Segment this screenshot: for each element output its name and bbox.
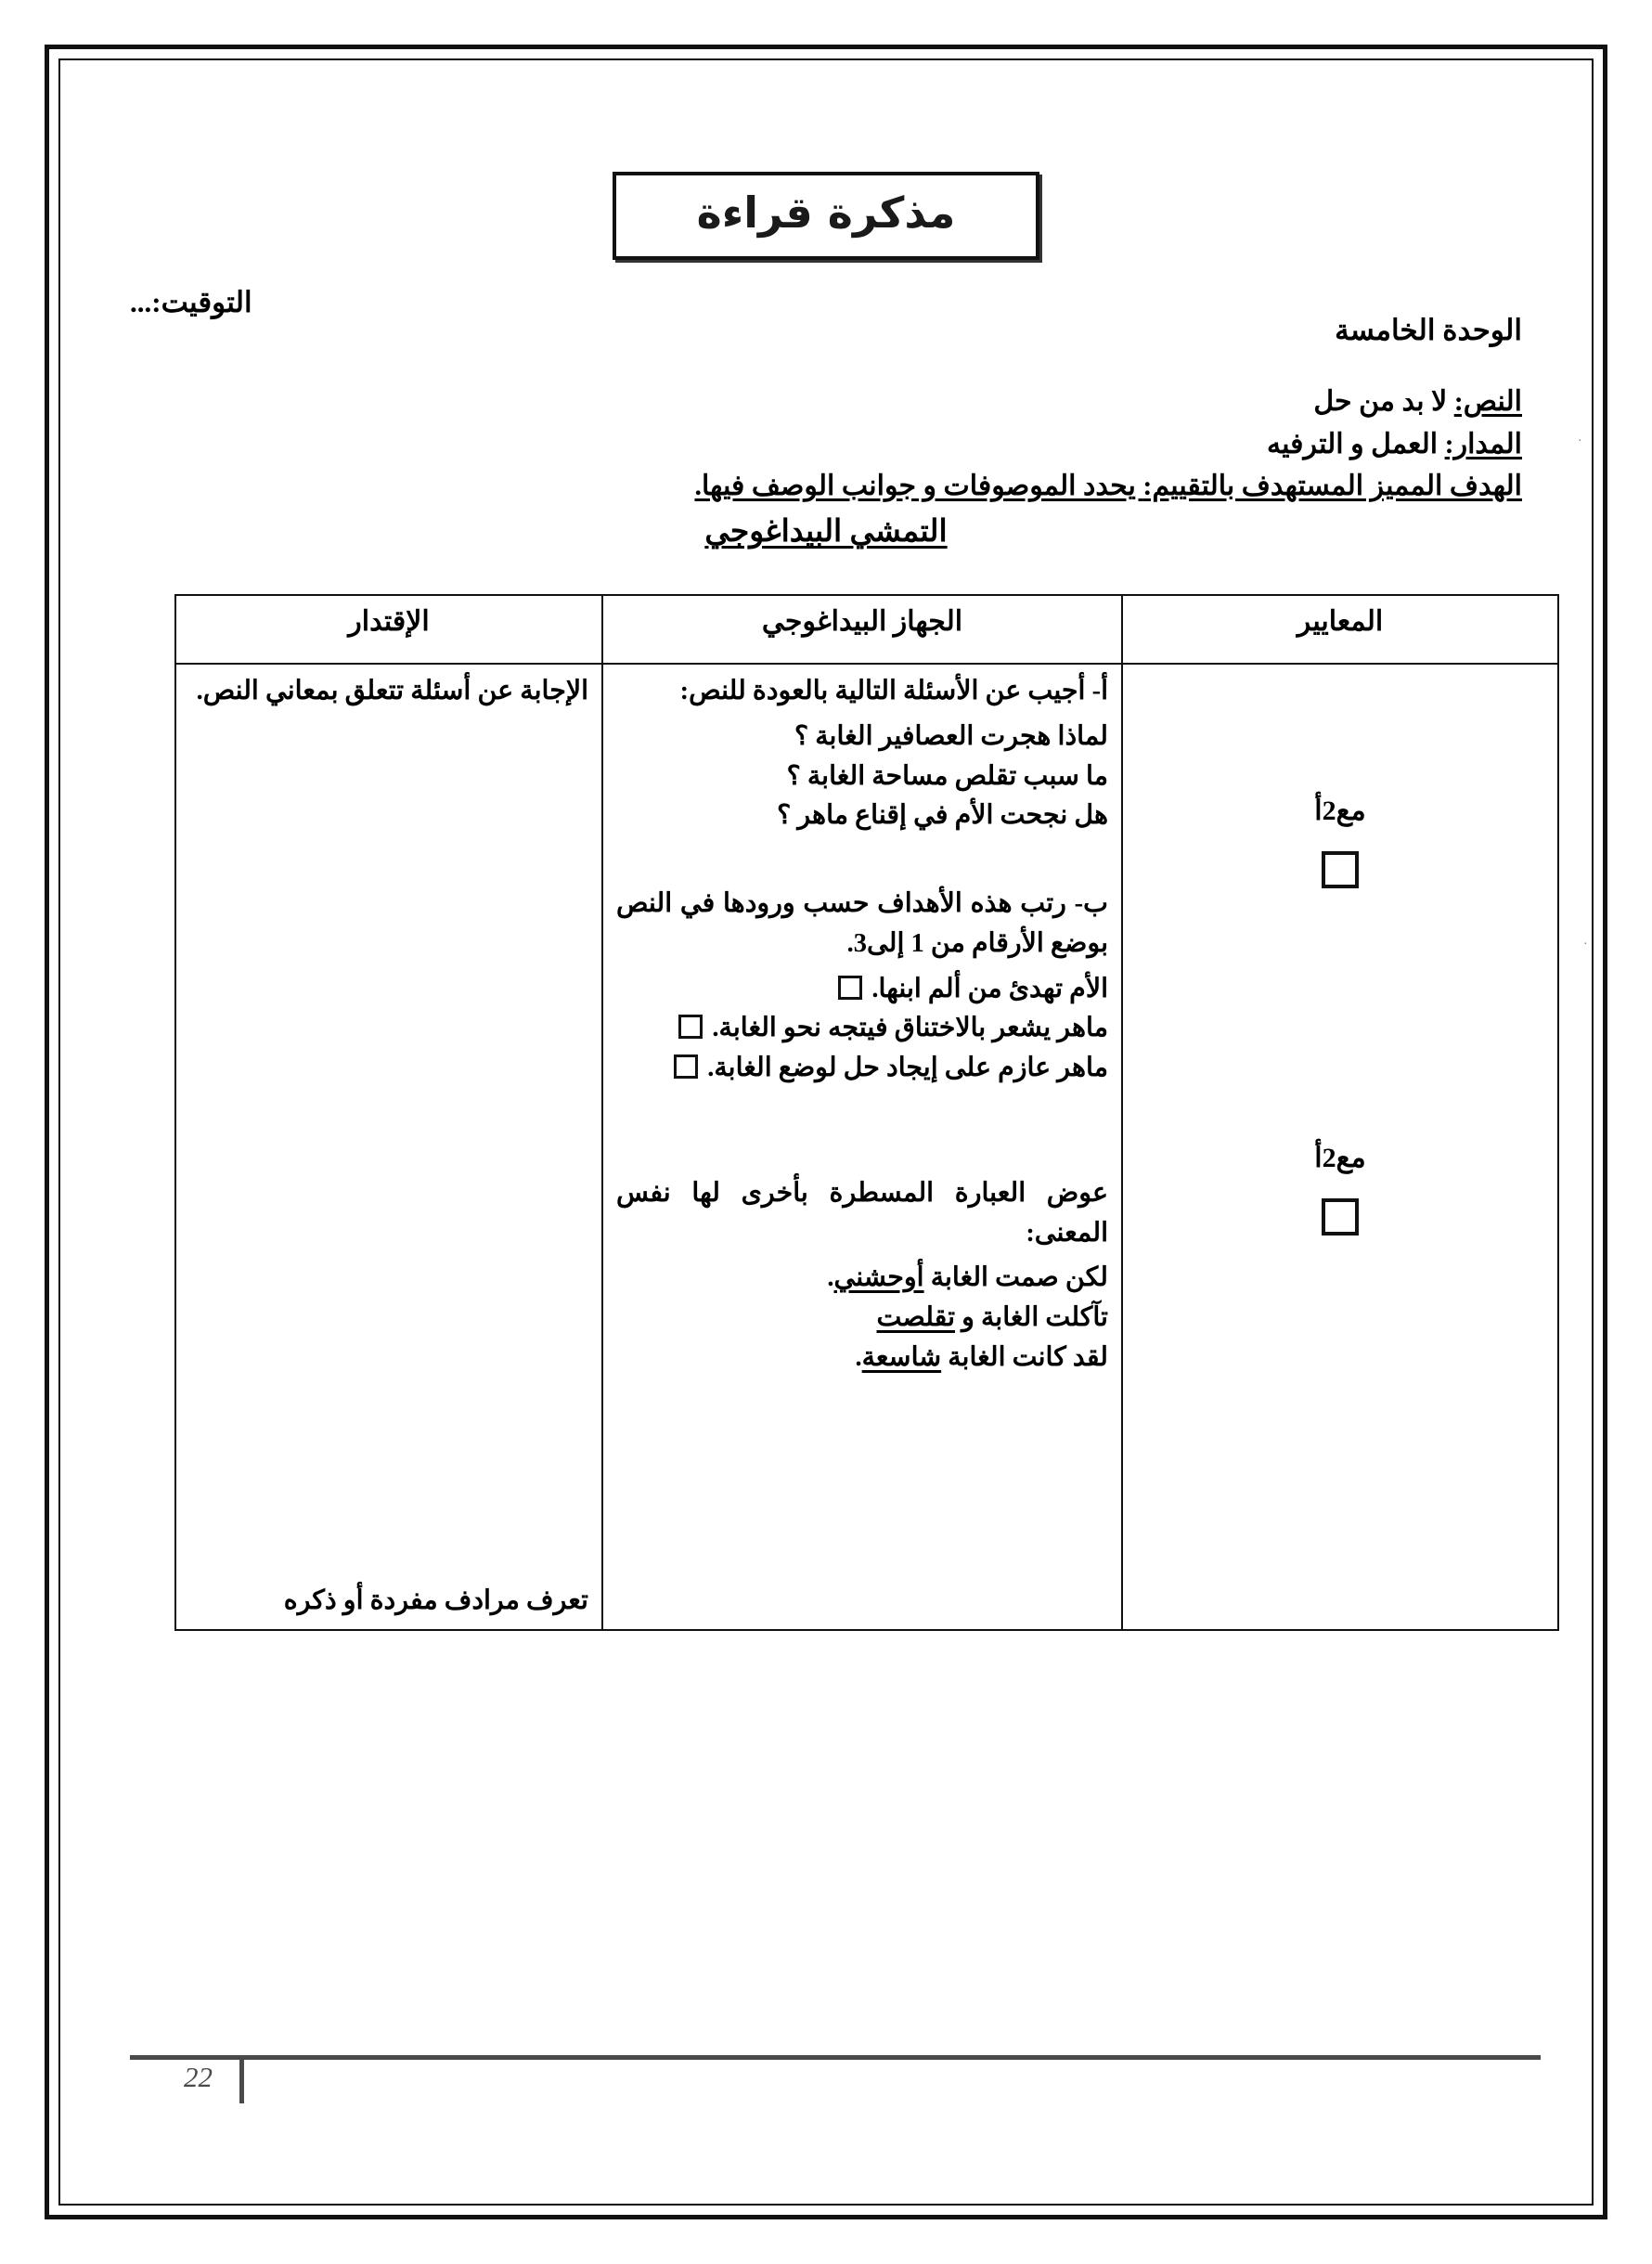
page-title: مذكرة قراءة <box>696 188 956 238</box>
criteria-checkbox-2[interactable] <box>1322 1198 1359 1235</box>
approach-heading-container <box>74 512 1578 550</box>
order-item-2-text: ماهر يشعر بالاختناق فيتجه نحو الغابة. <box>712 1014 1108 1043</box>
section-a-instruction: أ- أجيب عن الأسئلة التالية بالعودة للنص: <box>679 677 1108 705</box>
meta-domain-label: المدار: <box>1444 428 1522 459</box>
document-sheet <box>74 74 1578 2191</box>
column-header-competency: الإقتدار <box>175 595 602 664</box>
substitution-1-after: . <box>827 1263 834 1293</box>
page-number: 22 <box>184 2061 213 2093</box>
column-header-criteria: المعايير <box>1122 595 1558 664</box>
criteria-checkbox-1[interactable] <box>1322 851 1359 888</box>
timing-label: التوقيت:... <box>130 286 252 318</box>
substitution-2-underlined: تقلصت <box>876 1303 955 1332</box>
order-item-1 <box>616 970 1108 1010</box>
question-2: ما سبب تقلص مساحة الغابة ؟ <box>786 761 1108 791</box>
order-item-3-checkbox[interactable] <box>674 1054 698 1079</box>
footer-divider <box>130 2055 1541 2060</box>
competency-cell-row1 <box>175 664 602 1630</box>
criteria-group-1 <box>1136 795 1544 893</box>
criteria-group-2 <box>1136 1142 1544 1240</box>
apparatus-content-1 <box>616 672 1108 1378</box>
approach-heading: التمشي البيداغوجي <box>704 515 948 549</box>
criteria-tag-1: مع2أ <box>1314 796 1366 826</box>
table-header-row <box>175 595 1558 664</box>
competency-content-2 <box>189 1582 588 1622</box>
unit-label: الوحدة الخامسة <box>1335 314 1522 346</box>
spacer-a-b <box>616 836 1108 885</box>
criteria-cell <box>1122 664 1558 1630</box>
substitution-1-underlined: أوحشني <box>833 1263 924 1293</box>
meta-domain-line <box>334 423 1522 466</box>
pedagogy-table <box>174 594 1559 1631</box>
meta-domain-value: العمل و الترفيه <box>1267 428 1445 459</box>
title-box <box>613 172 1039 260</box>
criteria-inner <box>1136 795 1544 1240</box>
meta-text-line <box>334 381 1522 423</box>
substitution-3-underlined: شاسعة <box>861 1342 942 1372</box>
question-3: هل نجحت الأم في إقناع ماهر ؟ <box>777 801 1108 831</box>
question-1: لماذا هجرت العصافير الغابة ؟ <box>794 721 1108 751</box>
meta-objective-label: الهدف المميز المستهدف بالتقييم: <box>1142 471 1522 502</box>
meta-text-label: النص: <box>1453 386 1522 417</box>
scan-speck-2: · <box>1583 938 1588 951</box>
competency-text-1: الإجابة عن أسئلة تتعلق بمعاني النص. <box>196 677 588 705</box>
order-item-3 <box>616 1049 1108 1089</box>
order-item-3-text: ماهر عازم على إيجاد حل لوضع الغابة. <box>707 1054 1108 1082</box>
substitution-sentence-2 <box>616 1299 1108 1339</box>
competency-content-1 <box>189 672 588 1582</box>
meta-objective-line <box>334 465 1522 508</box>
footer-tick-mark <box>239 2055 244 2103</box>
substitution-3-after: . <box>855 1342 862 1372</box>
substitution-2-before: تآكلت الغابة و <box>955 1303 1108 1332</box>
order-item-2 <box>616 1009 1108 1049</box>
table-row <box>175 664 1558 1630</box>
section-b-instruction: ب- رتب هذه الأهداف حسب ورودها في النص بوضع الأرقام من 1 إلى3. <box>616 889 1108 958</box>
order-item-2-checkbox[interactable] <box>678 1015 703 1039</box>
order-item-1-checkbox[interactable] <box>838 976 862 1000</box>
spacer-b-c <box>616 1089 1108 1174</box>
page-footer <box>130 2055 1541 2105</box>
order-item-1-text: الأم تهدئ من ألم ابنها. <box>871 974 1108 1003</box>
substitution-sentence-1 <box>616 1259 1108 1299</box>
substitution-1-before: لكن صمت الغابة <box>923 1263 1108 1293</box>
substitution-instruction: عوض العبارة المسطرة بأخرى لها نفس المعنى: <box>616 1178 1108 1248</box>
lesson-meta <box>334 381 1522 508</box>
scan-speck: · <box>1578 434 1582 448</box>
title-container <box>74 172 1578 260</box>
criteria-tag-2: مع2أ <box>1314 1143 1366 1173</box>
competency-text-2: تعرف مرادف مفردة أو ذكره <box>283 1586 588 1615</box>
apparatus-cell-row1 <box>602 664 1122 1630</box>
substitution-3-before: لقد كانت الغابة <box>941 1342 1108 1372</box>
meta-objective-value: يحدد الموصوفات و جوانب الوصف فيها. <box>694 471 1143 502</box>
substitution-sentence-3 <box>616 1339 1108 1378</box>
meta-text-value: لا بد من حل <box>1313 386 1454 417</box>
column-header-apparatus: الجهاز البيداغوجي <box>602 595 1122 664</box>
